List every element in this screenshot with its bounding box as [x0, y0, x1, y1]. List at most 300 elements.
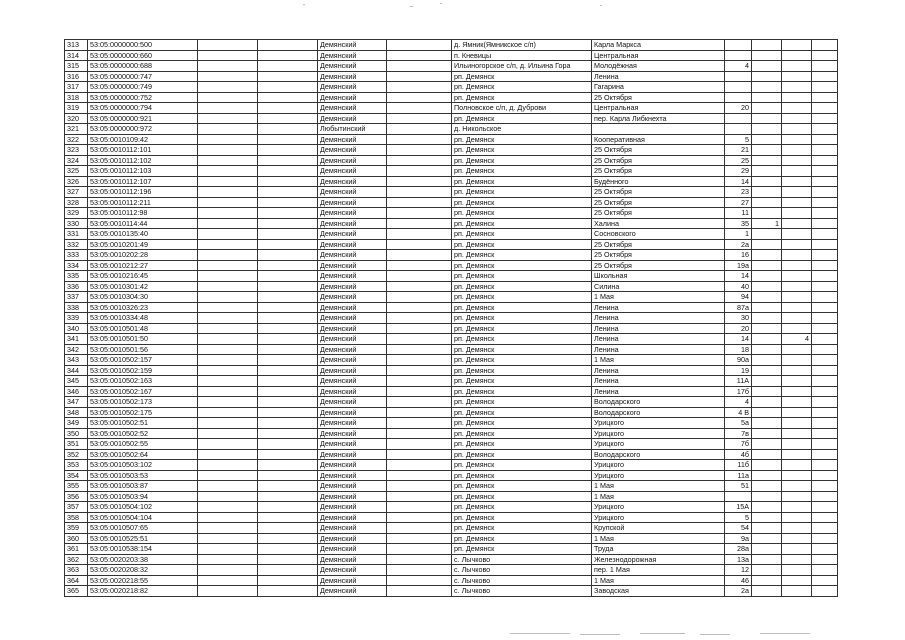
- building-cell: [752, 134, 782, 145]
- district-cell: Демянский: [318, 460, 387, 471]
- row-number: 356: [65, 491, 88, 502]
- cadastral-number: 53:05:0010212:27: [88, 260, 198, 271]
- house-number-cell: 21: [725, 145, 752, 156]
- row-number: 323: [65, 145, 88, 156]
- district-cell: Демянский: [318, 565, 387, 576]
- settlement-cell: с. Лычково: [452, 554, 592, 565]
- flat-cell: [782, 407, 812, 418]
- street-cell: Труда: [592, 544, 725, 555]
- row-number: 343: [65, 355, 88, 366]
- table-row: [65, 187, 838, 198]
- building-cell: [752, 71, 782, 82]
- settlement-cell: рп. Демянск: [452, 449, 592, 460]
- settlement-cell: рп. Демянск: [452, 187, 592, 198]
- building-cell: [752, 103, 782, 114]
- empty-cell: [198, 313, 258, 324]
- building-cell: [752, 40, 782, 51]
- table-row: [65, 124, 838, 135]
- settlement-cell: рп. Демянск: [452, 239, 592, 250]
- house-number-cell: 87а: [725, 302, 752, 313]
- district-cell: Демянский: [318, 449, 387, 460]
- table-row: [65, 281, 838, 292]
- house-number-cell: 5: [725, 512, 752, 523]
- empty-cell: [258, 323, 318, 334]
- row-number: 363: [65, 565, 88, 576]
- building-cell: [752, 281, 782, 292]
- empty-cell: [258, 334, 318, 345]
- empty-cell: [387, 82, 452, 93]
- empty-cell: [812, 197, 838, 208]
- empty-cell: [812, 82, 838, 93]
- flat-cell: [782, 92, 812, 103]
- flat-cell: [782, 134, 812, 145]
- district-cell: Демянский: [318, 82, 387, 93]
- street-cell: пер. 1 Мая: [592, 565, 725, 576]
- district-cell: Демянский: [318, 50, 387, 61]
- house-number-cell: 4: [725, 397, 752, 408]
- row-number: 341: [65, 334, 88, 345]
- street-cell: Володарского: [592, 407, 725, 418]
- building-cell: [752, 239, 782, 250]
- settlement-cell: рп. Демянск: [452, 470, 592, 481]
- district-cell: Демянский: [318, 397, 387, 408]
- building-cell: [752, 176, 782, 187]
- street-cell: Заводская: [592, 586, 725, 597]
- district-cell: Демянский: [318, 250, 387, 261]
- building-cell: [752, 50, 782, 61]
- empty-cell: [198, 208, 258, 219]
- house-number-cell: 18: [725, 344, 752, 355]
- street-cell: Володарского: [592, 449, 725, 460]
- table-row: [65, 439, 838, 450]
- district-cell: Демянский: [318, 418, 387, 429]
- building-cell: [752, 491, 782, 502]
- empty-cell: [198, 218, 258, 229]
- table-row: [65, 586, 838, 597]
- empty-cell: [812, 239, 838, 250]
- table-row: [65, 250, 838, 261]
- empty-cell: [387, 61, 452, 72]
- building-cell: [752, 439, 782, 450]
- flat-cell: [782, 554, 812, 565]
- empty-cell: [387, 407, 452, 418]
- table-row: [65, 197, 838, 208]
- cadastral-number: 53:05:0010501:48: [88, 323, 198, 334]
- street-cell: 25 Октября: [592, 239, 725, 250]
- empty-cell: [387, 71, 452, 82]
- empty-cell: [258, 281, 318, 292]
- street-cell: Кооперативная: [592, 134, 725, 145]
- empty-cell: [198, 40, 258, 51]
- street-cell: Урицкого: [592, 502, 725, 513]
- building-cell: [752, 523, 782, 534]
- flat-cell: [782, 40, 812, 51]
- settlement-cell: рп. Демянск: [452, 176, 592, 187]
- empty-cell: [387, 250, 452, 261]
- empty-cell: [387, 229, 452, 240]
- settlement-cell: рп. Демянск: [452, 82, 592, 93]
- street-cell: 25 Октября: [592, 92, 725, 103]
- empty-cell: [387, 533, 452, 544]
- empty-cell: [258, 523, 318, 534]
- row-number: 355: [65, 481, 88, 492]
- row-number: 326: [65, 176, 88, 187]
- empty-cell: [258, 92, 318, 103]
- row-number: 354: [65, 470, 88, 481]
- empty-cell: [258, 544, 318, 555]
- house-number-cell: 23: [725, 187, 752, 198]
- table-row: [65, 523, 838, 534]
- building-cell: [752, 502, 782, 513]
- district-cell: Демянский: [318, 103, 387, 114]
- empty-cell: [198, 155, 258, 166]
- house-number-cell: 28а: [725, 544, 752, 555]
- cadastral-number: 53:05:0010502:159: [88, 365, 198, 376]
- cadastral-number: 53:05:0000000:972: [88, 124, 198, 135]
- cadastral-number: 53:05:0010201:49: [88, 239, 198, 250]
- street-cell: 1 Мая: [592, 575, 725, 586]
- district-cell: Демянский: [318, 470, 387, 481]
- district-cell: Демянский: [318, 302, 387, 313]
- building-cell: [752, 533, 782, 544]
- settlement-cell: Полновское с/п, д. Дуброви: [452, 103, 592, 114]
- house-number-cell: [725, 491, 752, 502]
- flat-cell: [782, 460, 812, 471]
- cadastral-number: 53:05:0010112:107: [88, 176, 198, 187]
- table-row: [65, 323, 838, 334]
- empty-cell: [198, 250, 258, 261]
- settlement-cell: рп. Демянск: [452, 71, 592, 82]
- flat-cell: [782, 229, 812, 240]
- cadastral-number: 53:05:0010301:42: [88, 281, 198, 292]
- flat-cell: [782, 250, 812, 261]
- flat-cell: [782, 544, 812, 555]
- table-row: [65, 145, 838, 156]
- table-row: [65, 61, 838, 72]
- empty-cell: [198, 92, 258, 103]
- empty-cell: [812, 512, 838, 523]
- empty-cell: [387, 313, 452, 324]
- building-cell: [752, 512, 782, 523]
- flat-cell: [782, 386, 812, 397]
- empty-cell: [812, 187, 838, 198]
- district-cell: Демянский: [318, 533, 387, 544]
- settlement-cell: рп. Демянск: [452, 323, 592, 334]
- cadastral-number: 53:05:0020218:82: [88, 586, 198, 597]
- empty-cell: [387, 323, 452, 334]
- table-row: [65, 208, 838, 219]
- settlement-cell: рп. Демянск: [452, 155, 592, 166]
- table-row: [65, 460, 838, 471]
- cadastral-number: 53:05:0010112:196: [88, 187, 198, 198]
- settlement-cell: рп. Демянск: [452, 397, 592, 408]
- empty-cell: [812, 386, 838, 397]
- table-row: [65, 292, 838, 303]
- empty-cell: [387, 166, 452, 177]
- cadastral-number: 53:05:0010202:28: [88, 250, 198, 261]
- empty-cell: [812, 355, 838, 366]
- empty-cell: [258, 271, 318, 282]
- empty-cell: [812, 103, 838, 114]
- house-number-cell: [725, 40, 752, 51]
- empty-cell: [258, 460, 318, 471]
- empty-cell: [198, 397, 258, 408]
- cadastral-number: 53:05:0010503:53: [88, 470, 198, 481]
- house-number-cell: 19: [725, 365, 752, 376]
- table-row: [65, 271, 838, 282]
- empty-cell: [812, 250, 838, 261]
- flat-cell: [782, 481, 812, 492]
- row-number: 313: [65, 40, 88, 51]
- row-number: 346: [65, 386, 88, 397]
- street-cell: Ленина: [592, 344, 725, 355]
- street-cell: Ленина: [592, 323, 725, 334]
- row-number: 333: [65, 250, 88, 261]
- property-registry-table: [64, 39, 838, 597]
- empty-cell: [812, 92, 838, 103]
- empty-cell: [387, 134, 452, 145]
- table-row: [65, 565, 838, 576]
- house-number-cell: 14: [725, 176, 752, 187]
- empty-cell: [198, 407, 258, 418]
- empty-cell: [258, 292, 318, 303]
- settlement-cell: рп. Демянск: [452, 260, 592, 271]
- street-cell: 1 Мая: [592, 533, 725, 544]
- empty-cell: [258, 208, 318, 219]
- empty-cell: [258, 376, 318, 387]
- row-number: 338: [65, 302, 88, 313]
- settlement-cell: рп. Демянск: [452, 229, 592, 240]
- registry-sheet: [64, 39, 807, 597]
- building-cell: [752, 250, 782, 261]
- cadastral-number: 53:05:0010503:87: [88, 481, 198, 492]
- row-number: 364: [65, 575, 88, 586]
- table-row: [65, 481, 838, 492]
- house-number-cell: 16: [725, 250, 752, 261]
- empty-cell: [387, 428, 452, 439]
- flat-cell: [782, 565, 812, 576]
- settlement-cell: с. Лычково: [452, 575, 592, 586]
- settlement-cell: Ильиногорское с/п, д. Ильина Гора: [452, 61, 592, 72]
- row-number: 322: [65, 134, 88, 145]
- empty-cell: [387, 155, 452, 166]
- settlement-cell: рп. Демянск: [452, 512, 592, 523]
- settlement-cell: рп. Демянск: [452, 428, 592, 439]
- empty-cell: [387, 92, 452, 103]
- empty-cell: [812, 523, 838, 534]
- empty-cell: [198, 554, 258, 565]
- house-number-cell: 2а: [725, 239, 752, 250]
- empty-cell: [387, 292, 452, 303]
- empty-cell: [258, 302, 318, 313]
- empty-cell: [198, 470, 258, 481]
- cadastral-number: 53:05:0010112:98: [88, 208, 198, 219]
- empty-cell: [258, 418, 318, 429]
- empty-cell: [258, 103, 318, 114]
- empty-cell: [198, 197, 258, 208]
- empty-cell: [198, 271, 258, 282]
- cadastral-number: 53:05:0000000:747: [88, 71, 198, 82]
- street-cell: 1 Мая: [592, 481, 725, 492]
- district-cell: Демянский: [318, 134, 387, 145]
- street-cell: Сосновского: [592, 229, 725, 240]
- row-number: 345: [65, 376, 88, 387]
- empty-cell: [198, 82, 258, 93]
- empty-cell: [198, 145, 258, 156]
- district-cell: Демянский: [318, 512, 387, 523]
- building-cell: [752, 565, 782, 576]
- settlement-cell: рп. Демянск: [452, 386, 592, 397]
- table-row: [65, 239, 838, 250]
- house-number-cell: 27: [725, 197, 752, 208]
- house-number-cell: 54: [725, 523, 752, 534]
- empty-cell: [812, 502, 838, 513]
- building-cell: [752, 155, 782, 166]
- street-cell: 1 Мая: [592, 355, 725, 366]
- cadastral-number: 53:05:0010502:64: [88, 449, 198, 460]
- empty-cell: [198, 575, 258, 586]
- settlement-cell: рп. Демянск: [452, 92, 592, 103]
- flat-cell: [782, 124, 812, 135]
- empty-cell: [198, 586, 258, 597]
- row-number: 316: [65, 71, 88, 82]
- house-number-cell: [725, 92, 752, 103]
- cadastral-number: 53:05:0020218:55: [88, 575, 198, 586]
- empty-cell: [812, 376, 838, 387]
- district-cell: Демянский: [318, 271, 387, 282]
- empty-cell: [198, 229, 258, 240]
- empty-cell: [387, 103, 452, 114]
- empty-cell: [198, 187, 258, 198]
- empty-cell: [812, 544, 838, 555]
- flat-cell: [782, 523, 812, 534]
- district-cell: Любытинский: [318, 124, 387, 135]
- district-cell: Демянский: [318, 292, 387, 303]
- settlement-cell: рп. Демянск: [452, 334, 592, 345]
- building-cell: [752, 470, 782, 481]
- district-cell: Демянский: [318, 229, 387, 240]
- district-cell: Демянский: [318, 502, 387, 513]
- empty-cell: [387, 575, 452, 586]
- house-number-cell: 13а: [725, 554, 752, 565]
- house-number-cell: 19а: [725, 260, 752, 271]
- table-row: [65, 554, 838, 565]
- empty-cell: [198, 334, 258, 345]
- house-number-cell: 40: [725, 281, 752, 292]
- empty-cell: [258, 365, 318, 376]
- building-cell: [752, 460, 782, 471]
- house-number-cell: 2а: [725, 586, 752, 597]
- empty-cell: [387, 40, 452, 51]
- empty-cell: [198, 134, 258, 145]
- cadastral-number: 53:05:0010502:175: [88, 407, 198, 418]
- house-number-cell: 94: [725, 292, 752, 303]
- row-number: 337: [65, 292, 88, 303]
- house-number-cell: 4 В: [725, 407, 752, 418]
- cadastral-number: 53:05:0010502:173: [88, 397, 198, 408]
- empty-cell: [812, 281, 838, 292]
- table-row: [65, 103, 838, 114]
- empty-cell: [198, 260, 258, 271]
- house-number-cell: 90а: [725, 355, 752, 366]
- flat-cell: [782, 197, 812, 208]
- street-cell: Центральная: [592, 103, 725, 114]
- empty-cell: [258, 407, 318, 418]
- house-number-cell: 11а: [725, 470, 752, 481]
- table-row: [65, 92, 838, 103]
- empty-cell: [387, 197, 452, 208]
- empty-cell: [198, 71, 258, 82]
- settlement-cell: рп. Демянск: [452, 491, 592, 502]
- street-cell: Урицкого: [592, 512, 725, 523]
- empty-cell: [198, 61, 258, 72]
- building-cell: [752, 418, 782, 429]
- empty-cell: [812, 533, 838, 544]
- settlement-cell: рп. Демянск: [452, 344, 592, 355]
- empty-cell: [812, 124, 838, 135]
- flat-cell: [782, 239, 812, 250]
- table-row: [65, 166, 838, 177]
- empty-cell: [258, 512, 318, 523]
- cadastral-number: 53:05:0010216:45: [88, 271, 198, 282]
- settlement-cell: рп. Демянск: [452, 113, 592, 124]
- row-number: 327: [65, 187, 88, 198]
- empty-cell: [387, 386, 452, 397]
- row-number: 361: [65, 544, 88, 555]
- cadastral-number: 53:05:0010502:55: [88, 439, 198, 450]
- empty-cell: [812, 586, 838, 597]
- house-number-cell: 15А: [725, 502, 752, 513]
- cadastral-number: 53:05:0010501:56: [88, 344, 198, 355]
- flat-cell: [782, 208, 812, 219]
- house-number-cell: 4б: [725, 449, 752, 460]
- flat-cell: [782, 155, 812, 166]
- empty-cell: [198, 565, 258, 576]
- empty-cell: [387, 397, 452, 408]
- empty-cell: [387, 50, 452, 61]
- table-row: [65, 113, 838, 124]
- cadastral-number: 53:05:0010334:48: [88, 313, 198, 324]
- empty-cell: [387, 124, 452, 135]
- empty-cell: [812, 491, 838, 502]
- empty-cell: [387, 418, 452, 429]
- flat-cell: [782, 491, 812, 502]
- row-number: 334: [65, 260, 88, 271]
- street-cell: 25 Октября: [592, 155, 725, 166]
- empty-cell: [387, 512, 452, 523]
- empty-cell: [258, 113, 318, 124]
- cadastral-number: 53:05:0010538:154: [88, 544, 198, 555]
- settlement-cell: рп. Демянск: [452, 250, 592, 261]
- table-row: [65, 512, 838, 523]
- empty-cell: [258, 449, 318, 460]
- empty-cell: [387, 260, 452, 271]
- district-cell: Демянский: [318, 40, 387, 51]
- empty-cell: [387, 344, 452, 355]
- empty-cell: [198, 50, 258, 61]
- building-cell: [752, 208, 782, 219]
- settlement-cell: рп. Демянск: [452, 281, 592, 292]
- street-cell: Урицкого: [592, 470, 725, 481]
- settlement-cell: рп. Демянск: [452, 376, 592, 387]
- empty-cell: [258, 50, 318, 61]
- district-cell: Демянский: [318, 481, 387, 492]
- empty-cell: [198, 533, 258, 544]
- table-row: [65, 386, 838, 397]
- settlement-cell: рп. Демянск: [452, 208, 592, 219]
- row-number: 349: [65, 418, 88, 429]
- district-cell: Демянский: [318, 344, 387, 355]
